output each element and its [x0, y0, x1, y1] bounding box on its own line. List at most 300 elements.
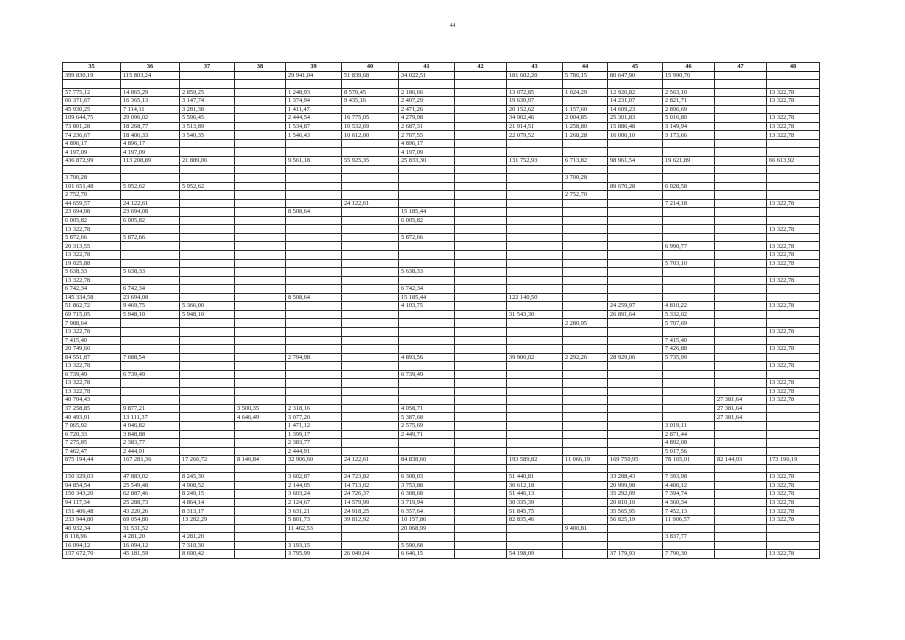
table-cell: 1 157,60	[563, 105, 608, 114]
table-cell	[235, 174, 286, 183]
table-cell: 25 833,30	[399, 157, 455, 166]
table-cell: 4 058,71	[399, 404, 455, 413]
table-cell: 47 883,02	[121, 473, 180, 482]
table-cell	[235, 447, 286, 456]
table-cell: 6 005,82	[63, 216, 121, 225]
table-cell: 13 322,78	[63, 362, 121, 371]
table-cell	[455, 413, 507, 422]
table-cell: 4 893,56	[399, 353, 455, 362]
table-cell	[715, 233, 767, 242]
table-cell	[563, 80, 608, 89]
table-cell: 3 173,66	[663, 131, 715, 140]
table-cell	[235, 541, 286, 550]
table-cell	[715, 191, 767, 200]
table-cell	[180, 379, 235, 388]
table-cell	[455, 233, 507, 242]
table-row	[63, 498, 820, 507]
table-cell	[767, 268, 820, 277]
table-cell	[563, 515, 608, 524]
table-row	[63, 490, 820, 499]
table-cell	[563, 362, 608, 371]
table-cell	[507, 464, 563, 473]
table-cell	[715, 251, 767, 260]
table-cell: 2 444,91	[121, 447, 180, 456]
table-cell	[121, 259, 180, 268]
table-cell: 24 122,61	[121, 199, 180, 208]
table-cell	[715, 481, 767, 490]
table-cell: 13 322,78	[767, 88, 820, 97]
data-table	[62, 62, 820, 559]
table-cell	[342, 139, 399, 148]
table-cell: 16 775,05	[342, 114, 399, 123]
table-cell	[455, 421, 507, 430]
table-cell: 1 471,12	[286, 421, 342, 430]
table-cell	[235, 105, 286, 114]
table-cell	[342, 208, 399, 217]
table-cell	[563, 533, 608, 542]
table-cell	[563, 439, 608, 448]
table-cell: 4 197,09	[399, 148, 455, 157]
table-cell	[455, 481, 507, 490]
table-cell: 13 322,78	[767, 122, 820, 131]
table-cell: 80 647,90	[608, 71, 663, 80]
table-cell: 82 144,93	[715, 456, 767, 465]
table-row	[63, 285, 820, 294]
table-cell: 2 407,29	[399, 97, 455, 106]
table-cell: 13 322,78	[767, 507, 820, 516]
table-cell	[507, 139, 563, 148]
table-cell: 13 322,78	[767, 387, 820, 396]
table-row	[63, 515, 820, 524]
table-cell: 16 365,13	[121, 97, 180, 106]
table-cell: 8 118,96	[63, 533, 121, 542]
table-cell	[63, 165, 121, 174]
table-row	[63, 507, 820, 516]
table-cell: 13 322,78	[767, 327, 820, 336]
table-cell	[455, 387, 507, 396]
table-cell	[608, 242, 663, 251]
table-cell	[235, 430, 286, 439]
table-cell: 31 531,52	[121, 524, 180, 533]
table-cell	[507, 524, 563, 533]
table-cell: 151 406,48	[63, 507, 121, 516]
table-cell	[715, 259, 767, 268]
table-cell	[286, 165, 342, 174]
table-cell: 73 801,28	[63, 122, 121, 131]
table-cell	[715, 541, 767, 550]
table-cell	[563, 225, 608, 234]
table-cell	[767, 71, 820, 80]
table-cell: 24 122,61	[342, 456, 399, 465]
table-cell: 15 886,48	[608, 122, 663, 131]
table-cell	[235, 259, 286, 268]
table-cell	[767, 447, 820, 456]
table-cell: 2 124,67	[286, 498, 342, 507]
table-cell	[455, 259, 507, 268]
table-cell	[121, 319, 180, 328]
table-cell: 875 194,44	[63, 456, 121, 465]
table-cell: 5 948,10	[180, 310, 235, 319]
table-cell	[715, 174, 767, 183]
table-cell: 4 646,49	[235, 413, 286, 422]
table-cell	[563, 199, 608, 208]
table-cell	[715, 199, 767, 208]
table-cell	[235, 370, 286, 379]
table-cell: 3 602,87	[286, 473, 342, 482]
table-cell: 43 220,26	[121, 507, 180, 516]
table-cell: 7 415,40	[63, 336, 121, 345]
table-cell	[663, 251, 715, 260]
table-cell	[455, 345, 507, 354]
table-cell	[455, 208, 507, 217]
table-cell	[608, 439, 663, 448]
table-cell	[767, 191, 820, 200]
table-cell: 3 700,28	[63, 174, 121, 183]
table-cell: 101 651,48	[63, 182, 121, 191]
table-cell	[180, 362, 235, 371]
table-cell: 1 374,94	[286, 97, 342, 106]
table-row	[63, 447, 820, 456]
table-cell	[180, 148, 235, 157]
table-cell	[715, 498, 767, 507]
table-cell	[767, 216, 820, 225]
table-cell	[455, 524, 507, 533]
table-cell: 32 906,60	[286, 456, 342, 465]
table-cell: 6 357,64	[399, 507, 455, 516]
table-cell	[455, 327, 507, 336]
column-header: 44	[563, 63, 608, 72]
table-cell	[767, 310, 820, 319]
table-cell: 29 096,02	[121, 114, 180, 123]
table-cell	[235, 362, 286, 371]
table-cell: 7 415,40	[663, 336, 715, 345]
table-cell	[507, 413, 563, 422]
table-cell	[715, 379, 767, 388]
table-cell: 66 371,67	[63, 97, 121, 106]
table-cell	[455, 404, 507, 413]
table-cell	[608, 174, 663, 183]
table-cell	[455, 242, 507, 251]
table-cell	[563, 464, 608, 473]
table-cell	[563, 370, 608, 379]
table-cell	[455, 139, 507, 148]
table-cell	[563, 396, 608, 405]
table-cell: 181 602,20	[507, 71, 563, 80]
table-cell	[121, 251, 180, 260]
table-cell	[63, 80, 121, 89]
table-row	[63, 524, 820, 533]
table-cell: 399 830,19	[63, 71, 121, 80]
table-cell	[563, 541, 608, 550]
column-header: 48	[767, 63, 820, 72]
table-cell	[180, 387, 235, 396]
table-cell	[180, 71, 235, 80]
table-cell: 9 435,16	[342, 97, 399, 106]
table-cell: 8 508,64	[286, 208, 342, 217]
table-cell: 55 925,35	[342, 157, 399, 166]
table-cell	[608, 327, 663, 336]
table-cell: 3 193,15	[286, 541, 342, 550]
table-cell	[507, 439, 563, 448]
table-cell	[455, 293, 507, 302]
table-cell	[121, 276, 180, 285]
table-cell: 10 532,69	[342, 122, 399, 131]
table-cell	[563, 139, 608, 148]
table-cell: 45 930,25	[63, 105, 121, 114]
table-cell	[180, 421, 235, 430]
table-cell	[608, 233, 663, 242]
table-cell: 15 990,70	[663, 71, 715, 80]
table-cell: 28 929,06	[608, 353, 663, 362]
table-cell	[663, 541, 715, 550]
table-cell	[180, 259, 235, 268]
table-cell	[235, 345, 286, 354]
table-cell	[767, 336, 820, 345]
table-cell	[715, 507, 767, 516]
table-cell	[235, 464, 286, 473]
table-cell: 167 281,36	[121, 456, 180, 465]
table-cell	[767, 80, 820, 89]
table-cell: 13 322,78	[767, 490, 820, 499]
table-cell	[715, 216, 767, 225]
table-cell	[121, 396, 180, 405]
table-cell	[767, 285, 820, 294]
table-cell: 2 687,31	[399, 122, 455, 131]
table-cell	[235, 225, 286, 234]
table-cell: 8 313,17	[180, 507, 235, 516]
table-cell	[342, 148, 399, 157]
table-cell	[235, 379, 286, 388]
table-cell: 2 318,16	[286, 404, 342, 413]
table-row	[63, 71, 820, 80]
table-cell: 4 197,09	[63, 148, 121, 157]
column-header: 45	[608, 63, 663, 72]
table-cell	[563, 473, 608, 482]
table-cell	[235, 439, 286, 448]
table-cell	[563, 481, 608, 490]
table-cell: 14 713,02	[342, 481, 399, 490]
table-row	[63, 550, 820, 559]
table-cell	[342, 524, 399, 533]
table-cell	[180, 199, 235, 208]
table-cell	[507, 541, 563, 550]
table-cell	[63, 464, 121, 473]
table-cell	[121, 191, 180, 200]
table-cell	[563, 268, 608, 277]
table-cell: 14 231,07	[608, 97, 663, 106]
table-cell	[715, 345, 767, 354]
table-cell: 3 719,94	[399, 498, 455, 507]
table-cell	[563, 404, 608, 413]
table-cell	[455, 114, 507, 123]
table-cell: 45 181,59	[121, 550, 180, 559]
table-cell: 13 322,78	[767, 302, 820, 311]
table-cell	[399, 464, 455, 473]
table-cell: 5 596,45	[180, 114, 235, 123]
table-cell: 9 877,21	[121, 404, 180, 413]
table-cell	[286, 174, 342, 183]
table-cell	[235, 327, 286, 336]
table-cell	[180, 216, 235, 225]
table-cell	[608, 430, 663, 439]
table-cell	[455, 396, 507, 405]
table-cell	[715, 430, 767, 439]
table-cell: 13 322,78	[767, 515, 820, 524]
table-cell: 98 961,54	[608, 157, 663, 166]
table-cell	[455, 362, 507, 371]
table-cell	[608, 362, 663, 371]
table-cell: 6 742,34	[121, 285, 180, 294]
table-cell: 8 249,15	[180, 490, 235, 499]
table-cell	[563, 182, 608, 191]
table-cell	[235, 191, 286, 200]
table-cell	[180, 396, 235, 405]
table-cell: 13 322,78	[63, 225, 121, 234]
table-cell: 6 742,34	[399, 285, 455, 294]
table-cell	[663, 216, 715, 225]
table-cell	[715, 157, 767, 166]
table-cell	[180, 447, 235, 456]
table-cell	[663, 165, 715, 174]
table-cell	[235, 387, 286, 396]
table-cell: 122 140,50	[507, 293, 563, 302]
table-cell	[715, 80, 767, 89]
table-cell: 4 896,17	[121, 139, 180, 148]
table-cell	[608, 268, 663, 277]
table-cell	[286, 276, 342, 285]
table-cell	[715, 327, 767, 336]
table-cell	[286, 362, 342, 371]
table-cell: 7 394,74	[663, 490, 715, 499]
table-cell: 13 322,78	[63, 327, 121, 336]
table-cell	[563, 302, 608, 311]
table-cell	[715, 336, 767, 345]
table-cell	[563, 310, 608, 319]
table-cell	[563, 550, 608, 559]
table-cell: 5 952,62	[121, 182, 180, 191]
table-cell	[399, 439, 455, 448]
table-cell	[180, 293, 235, 302]
table-cell	[563, 251, 608, 260]
table-cell: 13 322,78	[767, 362, 820, 371]
table-cell	[286, 216, 342, 225]
table-cell: 13 322,78	[767, 225, 820, 234]
table-cell	[399, 336, 455, 345]
table-cell	[286, 259, 342, 268]
table-cell	[180, 208, 235, 217]
table-cell	[767, 464, 820, 473]
table-cell: 51 862,72	[63, 302, 121, 311]
table-row	[63, 481, 820, 490]
table-cell: 26 049,04	[342, 550, 399, 559]
table-cell: 51 440,81	[507, 473, 563, 482]
table-cell: 5 016,80	[663, 114, 715, 123]
table-cell: 13 322,78	[767, 473, 820, 482]
table-cell	[455, 276, 507, 285]
table-cell	[507, 268, 563, 277]
table-row	[63, 379, 820, 388]
table-cell: 3 077,20	[286, 413, 342, 422]
table-cell	[342, 302, 399, 311]
table-cell: 54 198,09	[507, 550, 563, 559]
table-cell	[507, 216, 563, 225]
table-cell: 5 707,69	[663, 319, 715, 328]
table-cell	[563, 233, 608, 242]
table-cell	[342, 319, 399, 328]
column-header: 36	[121, 63, 180, 72]
table-cell	[563, 216, 608, 225]
table-cell	[342, 225, 399, 234]
table-cell	[180, 225, 235, 234]
table-cell: 16 094,12	[121, 541, 180, 550]
table-cell	[507, 379, 563, 388]
table-cell	[455, 191, 507, 200]
table-row	[63, 139, 820, 148]
table-cell	[121, 345, 180, 354]
table-cell	[715, 208, 767, 217]
table-cell	[507, 387, 563, 396]
table-cell	[286, 268, 342, 277]
table-cell	[663, 379, 715, 388]
table-cell	[235, 319, 286, 328]
table-row	[63, 148, 820, 157]
table-cell	[715, 293, 767, 302]
table-cell: 2 444,54	[286, 114, 342, 123]
table-cell: 2 859,25	[180, 88, 235, 97]
table-cell: 131 752,93	[507, 157, 563, 166]
table-cell: 2 752,70	[63, 191, 121, 200]
table-cell	[715, 165, 767, 174]
table-cell	[235, 353, 286, 362]
column-header: 35	[63, 63, 121, 72]
table-cell	[663, 370, 715, 379]
table-row	[63, 370, 820, 379]
table-cell: 26 891,64	[608, 310, 663, 319]
table-cell	[399, 242, 455, 251]
table-cell: 1 268,28	[563, 131, 608, 140]
table-cell	[121, 225, 180, 234]
table-cell	[608, 533, 663, 542]
table-cell	[507, 362, 563, 371]
table-cell: 5 703,10	[663, 259, 715, 268]
table-cell	[235, 199, 286, 208]
table-cell	[608, 447, 663, 456]
table-cell: 13 322,78	[63, 276, 121, 285]
table-row	[63, 88, 820, 97]
table-cell	[235, 242, 286, 251]
table-cell	[715, 268, 767, 277]
table-cell: 1 546,43	[286, 131, 342, 140]
table-cell: 25 301,83	[608, 114, 663, 123]
table-cell	[507, 199, 563, 208]
table-cell: 82 835,46	[507, 515, 563, 524]
table-cell: 10 157,86	[399, 515, 455, 524]
table-cell	[507, 233, 563, 242]
table-cell: 6 713,82	[563, 157, 608, 166]
table-cell	[715, 421, 767, 430]
table-cell	[663, 396, 715, 405]
table-cell: 9 469,75	[121, 302, 180, 311]
table-cell	[608, 387, 663, 396]
table-cell: 31 543,30	[507, 310, 563, 319]
table-cell	[507, 396, 563, 405]
table-cell	[180, 268, 235, 277]
table-row	[63, 319, 820, 328]
table-cell	[286, 148, 342, 157]
table-cell	[715, 122, 767, 131]
table-cell	[767, 233, 820, 242]
table-cell	[342, 259, 399, 268]
